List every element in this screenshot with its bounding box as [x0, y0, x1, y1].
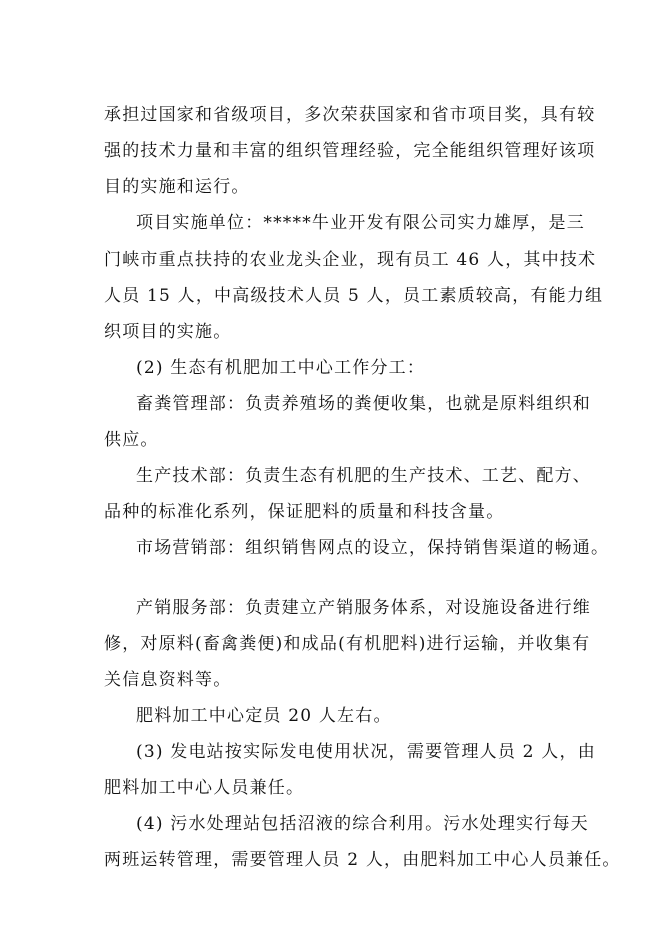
text-line: 两班运转管理，需要管理人员 2 人，由肥料加工中心人员兼任。: [104, 850, 621, 870]
text-line: 关信息资料等。: [104, 670, 232, 690]
text-line: 肥料加工中心人员兼任。: [104, 778, 305, 798]
text-line: 承担过国家和省级项目，多次荣获国家和省市项目奖，具有较: [104, 105, 596, 125]
text-line: 修，对原料(畜禽粪便)和成品(有机肥料)进行运输，并收集有: [104, 634, 591, 654]
text-line: 畜粪管理部：负责养殖场的粪便收集，也就是原料组织和: [136, 394, 591, 414]
section-heading: (3) 发电站按实际发电使用状况，需要管理人员 2 人，由: [136, 742, 596, 762]
text-line: 目的实施和运行。: [104, 177, 250, 197]
text-line: 生产技术部：负责生态有机肥的生产技术、工艺、配方、: [136, 466, 591, 486]
text-line: 人员 15 人，中高级技术人员 5 人，员工素质较高，有能力组: [104, 286, 604, 306]
text-line: 项目实施单位：*****牛业开发有限公司实力雄厚，是三: [136, 213, 585, 233]
text-line: 市场营销部：组织销售网点的设立，保持销售渠道的畅通。: [136, 538, 610, 558]
text-line: 强的技术力量和丰富的组织管理经验，完全能组织管理好该项: [104, 141, 596, 161]
section-heading: (2) 生态有机肥加工中心工作分工：: [136, 358, 426, 378]
text-line: 品种的标准化系列，保证肥料的质量和科技含量。: [104, 502, 505, 522]
section-heading: (4) 污水处理站包括沼液的综合利用。污水处理实行每天: [136, 814, 589, 834]
text-line: 产销服务部：负责建立产销服务体系，对设施设备进行维: [136, 598, 591, 618]
text-line: 供应。: [104, 430, 159, 450]
text-line: 织项目的实施。: [104, 322, 232, 342]
text-line: 门峡市重点扶持的农业龙头企业，现有员工 46 人，其中技术: [104, 250, 597, 270]
text-line: 肥料加工中心定员 20 人左右。: [136, 706, 392, 726]
